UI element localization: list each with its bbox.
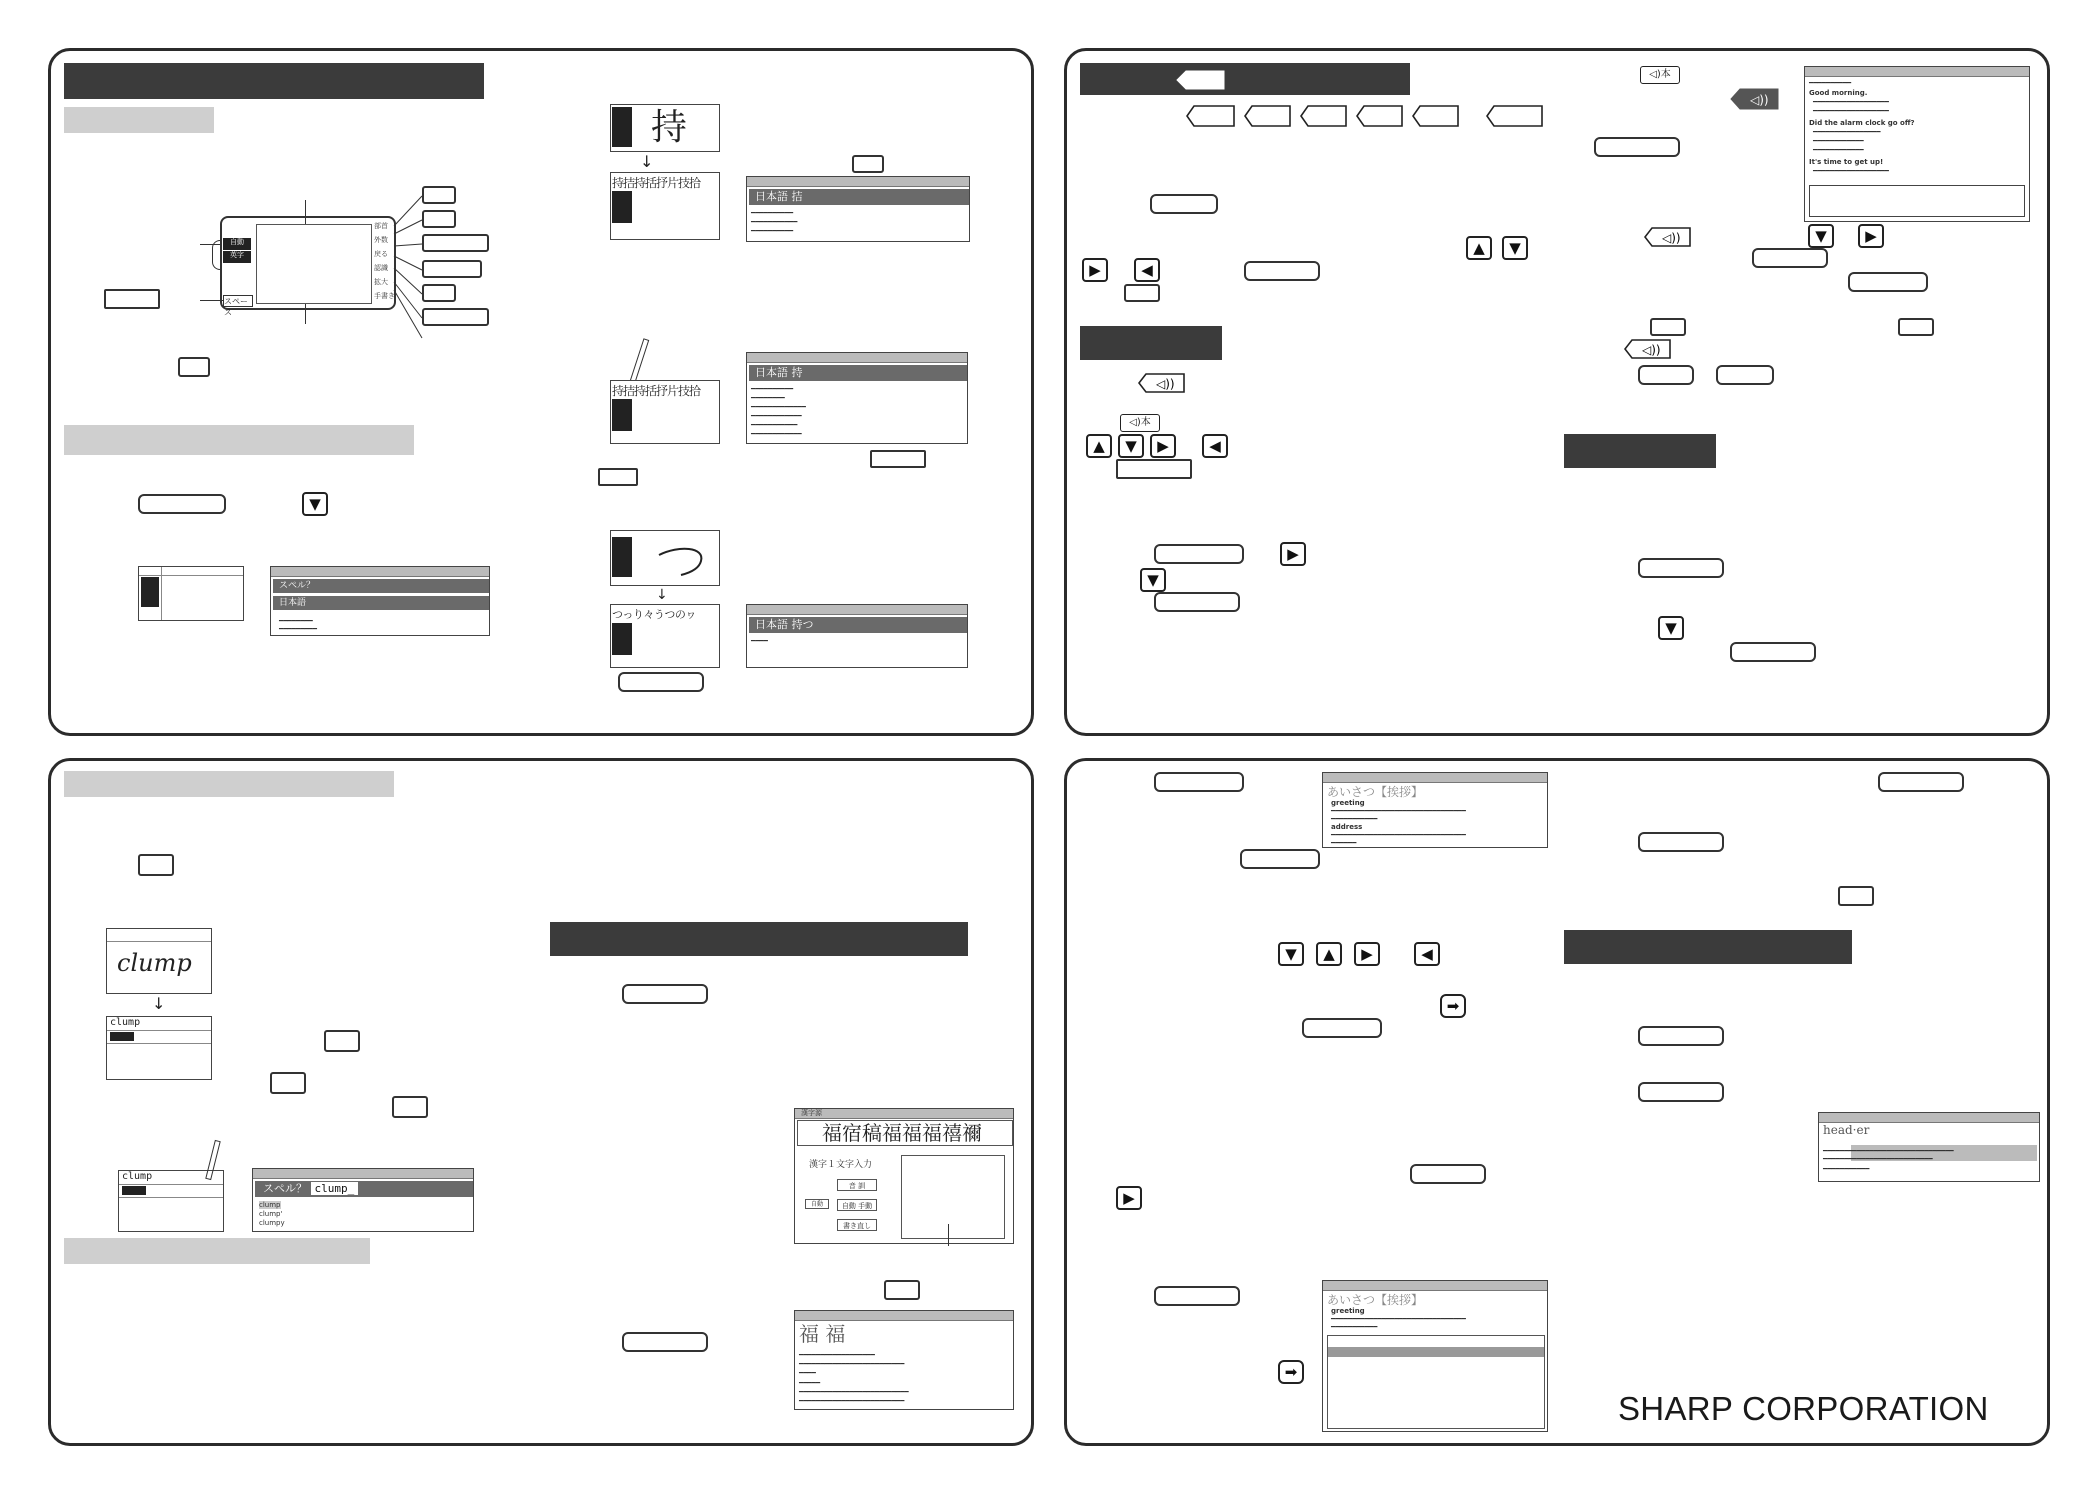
- result-label: 日本語: [755, 366, 788, 379]
- speaker-icon[interactable]: [1730, 88, 1780, 110]
- arrow-left-icon[interactable]: ◀: [1202, 434, 1228, 458]
- pad-space-label: スペース: [223, 295, 253, 307]
- kanji-input-label: 漢字１文字入力: [809, 1160, 873, 1170]
- screen-line: ━━━━━━━━━━: [751, 227, 794, 235]
- arrow-right-icon[interactable]: ▶: [1082, 258, 1108, 282]
- pad-tab: [612, 399, 632, 431]
- key-small[interactable]: [392, 1096, 428, 1118]
- screen-line: ━━━━: [799, 1369, 816, 1377]
- svg-text:◁)): ◁)): [1642, 343, 1661, 357]
- eng-line: Did the alarm clock go off?: [1809, 119, 1915, 127]
- screen-line: ━━━━━━━━━━━: [1331, 815, 1378, 823]
- screen-line: ━━━━━━━━━━━━━━━━━━━━━━━━━━━━━━━━: [1331, 1315, 1466, 1323]
- eng-line: ━━━━━━━━━━━━━━━━: [1813, 128, 1881, 136]
- spell-result-item[interactable]: clump': [259, 1210, 283, 1218]
- kanji-auto-label: 自動: [805, 1199, 829, 1209]
- svg-text:◁)): ◁)): [1156, 377, 1175, 391]
- pad-side-label: 部首: [374, 222, 388, 230]
- screen-titlebar: [1323, 773, 1547, 783]
- key-button[interactable]: [1244, 261, 1320, 281]
- arrow-down-icon[interactable]: ▼: [302, 492, 328, 516]
- screen-titlebar: [1805, 67, 2029, 77]
- key-button[interactable]: [1848, 272, 1928, 292]
- header-word-screen: [1818, 1112, 2040, 1182]
- screen-line: ━━━━━━━━━━━━: [751, 430, 802, 438]
- pad-tab: [110, 1032, 134, 1041]
- kanji-button[interactable]: 音 訓: [837, 1179, 877, 1191]
- speaker-book-icon[interactable]: ◁)本: [1120, 414, 1160, 432]
- screen-line: ━━━━━━━━━━━━━━━━━━━━━━━━━━: [1823, 1155, 1933, 1163]
- kanji-button[interactable]: 書き直し: [837, 1219, 877, 1231]
- key-button[interactable]: [870, 450, 926, 468]
- key-button[interactable]: [1638, 1026, 1724, 1046]
- callout-line: [200, 244, 220, 245]
- screen-line: ━━━━━━━━━━━━━━━━━━━━━━━━━━━━━━━━: [1331, 807, 1466, 815]
- key-button[interactable]: [1730, 642, 1816, 662]
- key-small[interactable]: [884, 1280, 920, 1300]
- arrow-left-icon[interactable]: ◀: [1414, 942, 1440, 966]
- pad-tab: [612, 191, 632, 223]
- key-small[interactable]: [324, 1030, 360, 1052]
- screen-line: ━━━━━━━━: [279, 617, 313, 625]
- arrow-right-icon[interactable]: ▶: [1280, 542, 1306, 566]
- speaker-icon[interactable]: [1644, 226, 1692, 248]
- result-field: [749, 189, 969, 205]
- pad-side-buttons: [372, 220, 394, 308]
- pad-side-label: 外数: [374, 236, 388, 244]
- eng-line: ━━━━━━━━━━━━━━━━━━: [1813, 98, 1889, 106]
- pad-side-label: 認識: [374, 264, 388, 272]
- stroke-pad: [610, 530, 720, 586]
- screen-titlebar: [747, 353, 967, 363]
- screen-line: ━━━━: [751, 637, 768, 645]
- speaker-book-icon[interactable]: ◁)本: [1640, 66, 1680, 84]
- pad-writing-area: [256, 224, 372, 304]
- key-button[interactable]: [1302, 1018, 1382, 1038]
- screen-line: ━━━━━━━━━━━━━━━━━━━━━━━━━━━━━━━━: [1331, 831, 1466, 839]
- screen-line: ━━━━━━━━━━━━━: [751, 403, 806, 411]
- key-button[interactable]: [622, 1332, 708, 1352]
- jp-field: 日本語: [273, 596, 489, 610]
- section-header: [1080, 63, 1410, 95]
- key-button[interactable]: [618, 672, 704, 692]
- screen-titlebar: [253, 1169, 473, 1179]
- spell-result-screen: [252, 1168, 474, 1232]
- key-button[interactable]: [1752, 248, 1828, 268]
- spell-result-item[interactable]: clumpy: [259, 1219, 285, 1227]
- svg-text:◁)): ◁)): [1750, 93, 1769, 107]
- arrow-right-icon[interactable]: ▶: [1150, 434, 1176, 458]
- down-arrow: ↓: [640, 152, 654, 171]
- spell-field: [255, 1181, 473, 1197]
- callout-lines: [392, 190, 426, 340]
- result-word: 拮: [791, 190, 803, 203]
- section-header: [1564, 930, 1852, 964]
- english-screen: [1804, 66, 2030, 222]
- kanji-pad: [610, 104, 720, 152]
- arrow-right-icon[interactable]: ▶: [1116, 1186, 1142, 1210]
- screen-titlebar: [271, 567, 489, 577]
- arrow-down-icon[interactable]: ▼: [1808, 224, 1834, 248]
- screen-line: ━━━━━━━━━━━━━━━━━━━━━━━━━━: [799, 1388, 909, 1396]
- key-button[interactable]: [1638, 558, 1724, 578]
- arrow-down-icon[interactable]: ▼: [1140, 568, 1166, 592]
- key-small[interactable]: [178, 357, 210, 377]
- eng-line: ━━━━━━━━━━━━: [1813, 146, 1864, 154]
- spell-label: スペル？: [263, 1182, 307, 1195]
- screen-titlebar: [1323, 1281, 1547, 1291]
- tag-white: [1176, 70, 1226, 90]
- screen-titlebar: [1819, 1113, 2039, 1123]
- result-screen: [746, 352, 968, 444]
- arrow-up-icon[interactable]: ▲: [1086, 434, 1112, 458]
- screen-line: ━━━━━━: [1331, 839, 1357, 847]
- key-button[interactable]: [1410, 1164, 1486, 1184]
- jump-list[interactable]: [1327, 1335, 1545, 1429]
- company-name: SHARP CORPORATION: [1618, 1390, 1989, 1427]
- key-small[interactable]: [270, 1072, 306, 1094]
- key-button[interactable]: [1878, 772, 1964, 792]
- section-header: [1564, 434, 1716, 468]
- callout-box: [422, 210, 456, 228]
- eng-line: It's time to get up!: [1809, 158, 1884, 166]
- key-button[interactable]: [1638, 365, 1694, 385]
- mini-divider: [139, 575, 244, 576]
- eng-line: Good morning.: [1809, 89, 1868, 97]
- kanji-candidate-row: 福宿稿福福福禧禰: [797, 1120, 1013, 1146]
- arrow-right-icon[interactable]: ▶: [1858, 224, 1884, 248]
- spell-field: スペル？: [273, 579, 489, 593]
- screen-line: ━━━━━━━━━━━: [751, 421, 798, 429]
- tab-tags-row: [1186, 104, 1546, 128]
- arrow-up-icon[interactable]: ▲: [1466, 236, 1492, 260]
- screen-line: ━━━━━: [799, 1379, 821, 1387]
- callout-box: [422, 234, 489, 252]
- screen-line: ━━━━━━━━: [751, 394, 785, 402]
- arrow-down-icon[interactable]: ▼: [1278, 942, 1304, 966]
- key-small[interactable]: [1838, 886, 1874, 906]
- key-button[interactable]: [1638, 832, 1724, 852]
- result-word: 持: [791, 366, 803, 379]
- pad-side-label: 手書き: [374, 292, 395, 300]
- greeting-list-screen: [1322, 1280, 1548, 1432]
- greeting-en: greeting: [1331, 1307, 1365, 1315]
- key-button[interactable]: [1116, 459, 1192, 479]
- arrow-up-icon[interactable]: ▲: [1316, 942, 1342, 966]
- screen-line: ━━━━━━━━━━━: [1823, 1165, 1870, 1173]
- pad-tab: [122, 1186, 146, 1195]
- kanji-button[interactable]: 自動 手動: [837, 1199, 877, 1211]
- arrow-down-icon[interactable]: ▼: [1502, 236, 1528, 260]
- section-header: [64, 63, 484, 99]
- key-button[interactable]: [598, 468, 638, 486]
- result-screen: [746, 604, 968, 668]
- key-button[interactable]: [1240, 849, 1320, 869]
- speaker-icon[interactable]: [1624, 338, 1672, 360]
- key-small[interactable]: [852, 155, 884, 173]
- screen-line: ━━━━━━━━━━━━━━━━━━━━━━━━━: [799, 1360, 905, 1368]
- pad-side-label: 拡大: [374, 278, 388, 286]
- down-arrow: ↓: [656, 587, 668, 603]
- screen-line: ━━━━━━━━━━━━: [751, 412, 802, 420]
- screen-line: ━━━━━━━━━━━━━━━━━━━━━━━━━: [799, 1397, 905, 1405]
- section-subheader: [64, 425, 414, 455]
- callout-box: [422, 284, 456, 302]
- candidate-pad: [610, 604, 720, 668]
- pad-divider: [107, 1030, 212, 1031]
- pad-divider: [107, 1043, 212, 1044]
- screen-titlebar: [747, 605, 967, 615]
- section-header: [1080, 326, 1222, 360]
- candidate-row: 持拮持括抒片技拾: [612, 176, 701, 190]
- key-button[interactable]: [104, 289, 160, 309]
- pad-tab-auto: 自動: [223, 238, 251, 250]
- info-box: [1809, 185, 2025, 217]
- greeting-en: greeting: [1331, 799, 1365, 807]
- greeting-title: あいさつ【挨拶】: [1327, 1293, 1424, 1307]
- kanji-result-screen: [794, 1310, 1014, 1410]
- greeting-screen: [1322, 772, 1548, 848]
- result-field: [749, 617, 967, 633]
- down-arrow: ↓: [152, 994, 166, 1013]
- headword: head·er: [1823, 1123, 1870, 1137]
- key-button[interactable]: [1154, 1286, 1240, 1306]
- pad-tab: [612, 623, 632, 655]
- screen-line: ━━━━━━━━━━━━━━━━━━━━━━━━━━━━━━━: [1823, 1147, 1954, 1155]
- arrow-down-icon[interactable]: ▼: [1658, 616, 1684, 640]
- kanji-input-screen: [794, 1108, 1014, 1244]
- key-button[interactable]: [622, 984, 708, 1004]
- address-en: address: [1331, 823, 1363, 831]
- pad-side-label: 戻る: [374, 250, 388, 258]
- spell-screen: [270, 566, 490, 636]
- key-button[interactable]: [1716, 365, 1774, 385]
- pad-tab-eiji: 英字: [223, 251, 251, 263]
- key-small[interactable]: [1898, 318, 1934, 336]
- key-small[interactable]: [1124, 284, 1160, 302]
- screen-titlebar: [795, 1109, 1013, 1119]
- screen-line: ━━━━━━━━━━: [751, 385, 794, 393]
- eng-line: ━━━━━━━━━━━━━━━━━━: [1813, 107, 1889, 115]
- svg-text:◁)): ◁)): [1662, 231, 1681, 245]
- result-label: 日本語: [755, 618, 788, 631]
- eng-line: ━━━━━━━━━━━━: [1813, 137, 1864, 145]
- kanji-result: 福 福: [799, 1322, 846, 1346]
- clump-pad: [106, 928, 212, 994]
- key-button[interactable]: [1154, 544, 1244, 564]
- screen-line: ━━━━━━━━━: [279, 625, 317, 633]
- jump-icon[interactable]: ➡: [1278, 1360, 1304, 1384]
- key-button[interactable]: [1154, 592, 1240, 612]
- key-button[interactable]: [1150, 194, 1218, 214]
- kanji-sample: 持: [651, 107, 688, 148]
- kanji-screen-title: 漢字源: [801, 1109, 822, 1117]
- candidate-pad: [610, 380, 720, 444]
- result-screen: [746, 176, 970, 242]
- greeting-title: あいさつ【挨拶】: [1327, 785, 1424, 799]
- arrow-left-icon[interactable]: ◀: [1134, 258, 1160, 282]
- clump-input: clump: [110, 1017, 141, 1028]
- key-small[interactable]: [138, 854, 174, 876]
- section-subheader: [64, 107, 214, 133]
- key-button[interactable]: [1154, 772, 1244, 792]
- pad-divider: [119, 1184, 224, 1185]
- arrow-down-icon[interactable]: ▼: [1118, 434, 1144, 458]
- result-label: 日本語: [755, 190, 788, 203]
- screen-line: ━━━━━━━━━━━: [751, 218, 798, 226]
- clump-input: clump: [122, 1171, 153, 1182]
- callout-box: [422, 308, 489, 326]
- result-word: 持つ: [791, 618, 814, 631]
- pad-divider: [107, 941, 212, 942]
- stroke-sample: [655, 541, 715, 577]
- speaker-icon[interactable]: [1138, 372, 1186, 394]
- mini-tab: [141, 577, 159, 607]
- jump-list-selected[interactable]: [1328, 1347, 1544, 1357]
- key-small[interactable]: [1650, 318, 1686, 336]
- screen-line: ━━━━━━━━━━━━━━━━━━: [799, 1351, 875, 1359]
- callout-box: [422, 186, 456, 204]
- section-subheader: [64, 771, 394, 797]
- screen-titlebar: [747, 177, 969, 187]
- clump-handwriting: clump: [117, 949, 192, 977]
- callout-line: [305, 200, 306, 224]
- key-button[interactable]: [138, 494, 226, 514]
- pad-divider: [119, 1197, 224, 1198]
- pad-tab: [612, 537, 632, 577]
- screen-titlebar: [795, 1311, 1013, 1321]
- eng-line: ━━━━━━━━━━: [1809, 79, 1852, 87]
- arrow-right-icon[interactable]: ▶: [1354, 942, 1380, 966]
- eng-line: ━━━━━━━━━━━━━━━━━━: [1813, 167, 1889, 175]
- clump-input-pad: [106, 1016, 212, 1080]
- result-field: [749, 365, 967, 381]
- panel-bottom-right: [1064, 758, 2050, 1446]
- screen-line: ━━━━━━━━━━: [751, 209, 794, 217]
- callout-box: [422, 260, 482, 278]
- screen-line: ━━━━━━━━━━━: [1331, 1323, 1378, 1331]
- mini-screen: [138, 566, 244, 621]
- stroke-row: つっり々うつのヮ: [612, 608, 696, 621]
- spell-result-item[interactable]: clump: [259, 1201, 281, 1209]
- section-header: [550, 922, 968, 956]
- jump-icon[interactable]: ➡: [1440, 994, 1466, 1018]
- section-subheader: [64, 1238, 370, 1264]
- callout-line: [948, 1224, 949, 1246]
- key-button[interactable]: [1638, 1082, 1724, 1102]
- callout-line: [305, 304, 306, 324]
- candidate-pad: [610, 172, 720, 240]
- pad-tab: [612, 107, 632, 147]
- key-button[interactable]: [1594, 137, 1680, 157]
- candidate-row: 持拮持括抒片技拾: [612, 384, 701, 398]
- callout-line: [200, 300, 224, 301]
- kanji-write-area[interactable]: [901, 1155, 1005, 1239]
- spell-value: clump_: [311, 1182, 359, 1195]
